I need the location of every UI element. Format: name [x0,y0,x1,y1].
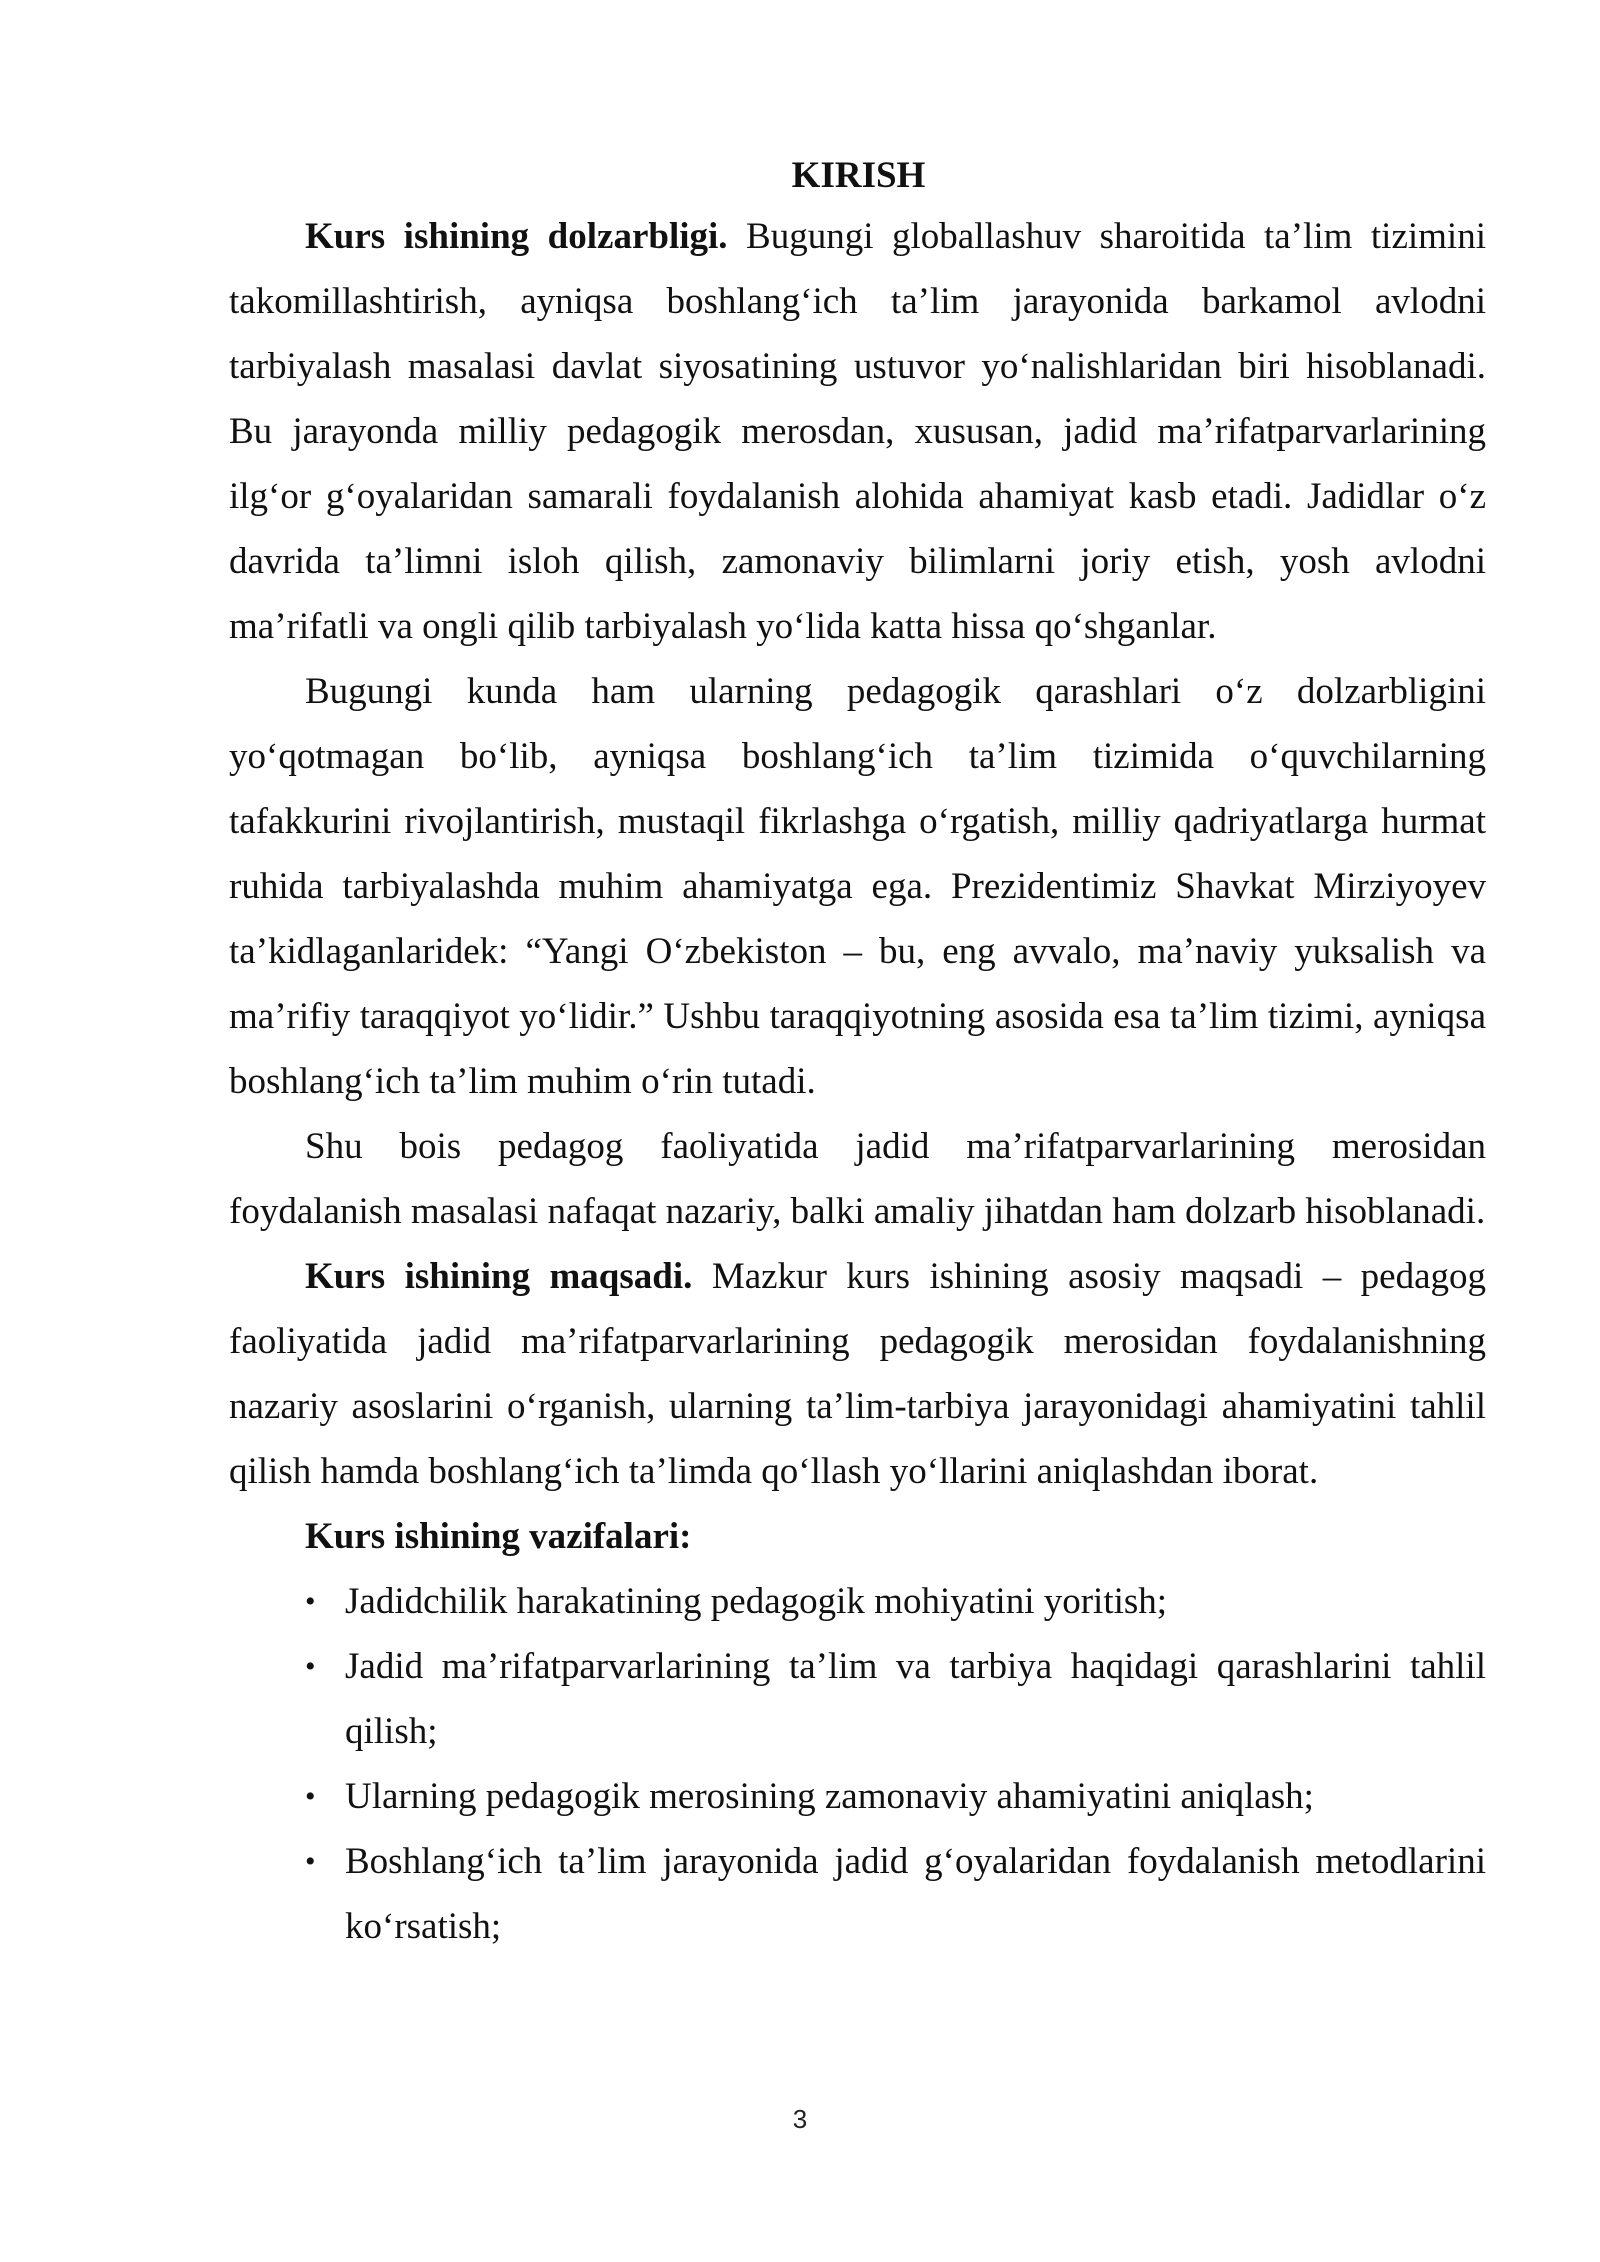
bullet-icon: • [305,1585,316,1618]
paragraph-text: Mazkur kurs ishining asosiy maqsadi – pedagog faoliyatida jadid ma’rifatparvarlarining pedagogik merosidan foydalanishning nazariy asoslarini o‘rganish, ularning ta’lim-tarbiya jarayonidagi ahamiyatini tahlil qilish hamda boshlang‘ich ta’limda qo‘llash yo‘llarini aniqlashdan iborat. [229,1256,1487,1492]
tasks-list [229,1569,1486,1959]
paragraph-goal [229,1244,1486,1504]
page-number: 3 [792,2104,808,2134]
tasks-heading: Kurs ishining vazifalari: [305,1516,692,1557]
bullet-icon: • [305,1780,316,1813]
list-item-text: Ularning pedagogik merosining zamonaviy ahamiyatini aniqlash; [345,1776,1314,1817]
list-item-text: Boshlang‘ich ta’lim jarayonida jadid g‘oyalaridan foydalanish metodlarini ko‘rsatish; [345,1841,1486,1947]
list-item [305,1829,1486,1959]
paragraph-pedagogical-views [229,659,1486,1114]
page-content [229,148,1486,1959]
section-title: KIRISH [791,155,926,196]
paragraph-text: Bugungi globallashuv sharoitida ta’lim tizimini takomillashtirish, ayniqsa boshlang‘ich ta’lim jarayonida barkamol avlodni tarbiyalash masalasi davlat siyosatining ustuvor yo‘nalishlaridan biri hisoblanadi. Bu jarayonda milliy pedagogik merosdan, xususan, jadid ma’rifatparvarlarining ilg‘or g‘oyalaridan samarali foydalanish alohida ahamiyat kasb etadi. Jadidlar o‘z davrida ta’limni isloh qilish, zamonaviy bilimlarni joriy etish, yosh avlodni ma’rifatli va ongli qilib tarbiyalash yo‘lida katta hissa qo‘shganlar. [229,216,1486,647]
bullet-icon: • [305,1845,316,1878]
paragraph-lead: Kurs ishining maqsadi. [305,1256,693,1297]
list-item-text: Jadid ma’rifatparvarlarining ta’lim va tarbiya haqidagi qarashlarini tahlil qilish; [345,1646,1486,1752]
list-item-text: Jadidchilik harakatining pedagogik mohiyatini yoritish; [345,1581,1168,1622]
list-item [305,1569,1486,1634]
paragraph-relevance [229,204,1486,659]
paragraph-text: Shu bois pedagog faoliyatida jadid ma’rifatparvarlarining merosidan foydalanish masalasi nafaqat nazariy, balki amaliy jihatdan ham dolzarb hisoblanadi. [229,1126,1486,1232]
list-item [305,1764,1486,1829]
paragraph-text: Bugungi kunda ham ularning pedagogik qarashlari o‘z dolzarbligini yo‘qotmagan bo‘lib, ayniqsa boshlang‘ich ta’lim tizimida o‘quvchilarning tafakkurini rivojlantirish, mustaqil fikrlashga o‘rgatish, milliy qadriyatlarga hurmat ruhida tarbiyalashda muhim ahamiyatga ega. Prezidentimiz Shavkat Mirziyoyev ta’kidlaganlaridek: “Yangi O‘zbekiston – bu, eng avvalo, ma’naviy yuksalish va ma’rifiy taraqqiyot yo‘lidir.” Ushbu taraqqiyotning asosida esa ta’lim tizimi, ayniqsa boshlang‘ich ta’lim muhim o‘rin tutadi. [229,671,1486,1102]
bullet-icon: • [305,1650,316,1683]
list-item [305,1634,1486,1764]
paragraph-relevance-conclusion [229,1114,1486,1244]
paragraph-lead: Kurs ishining dolzarbligi. [305,216,728,257]
